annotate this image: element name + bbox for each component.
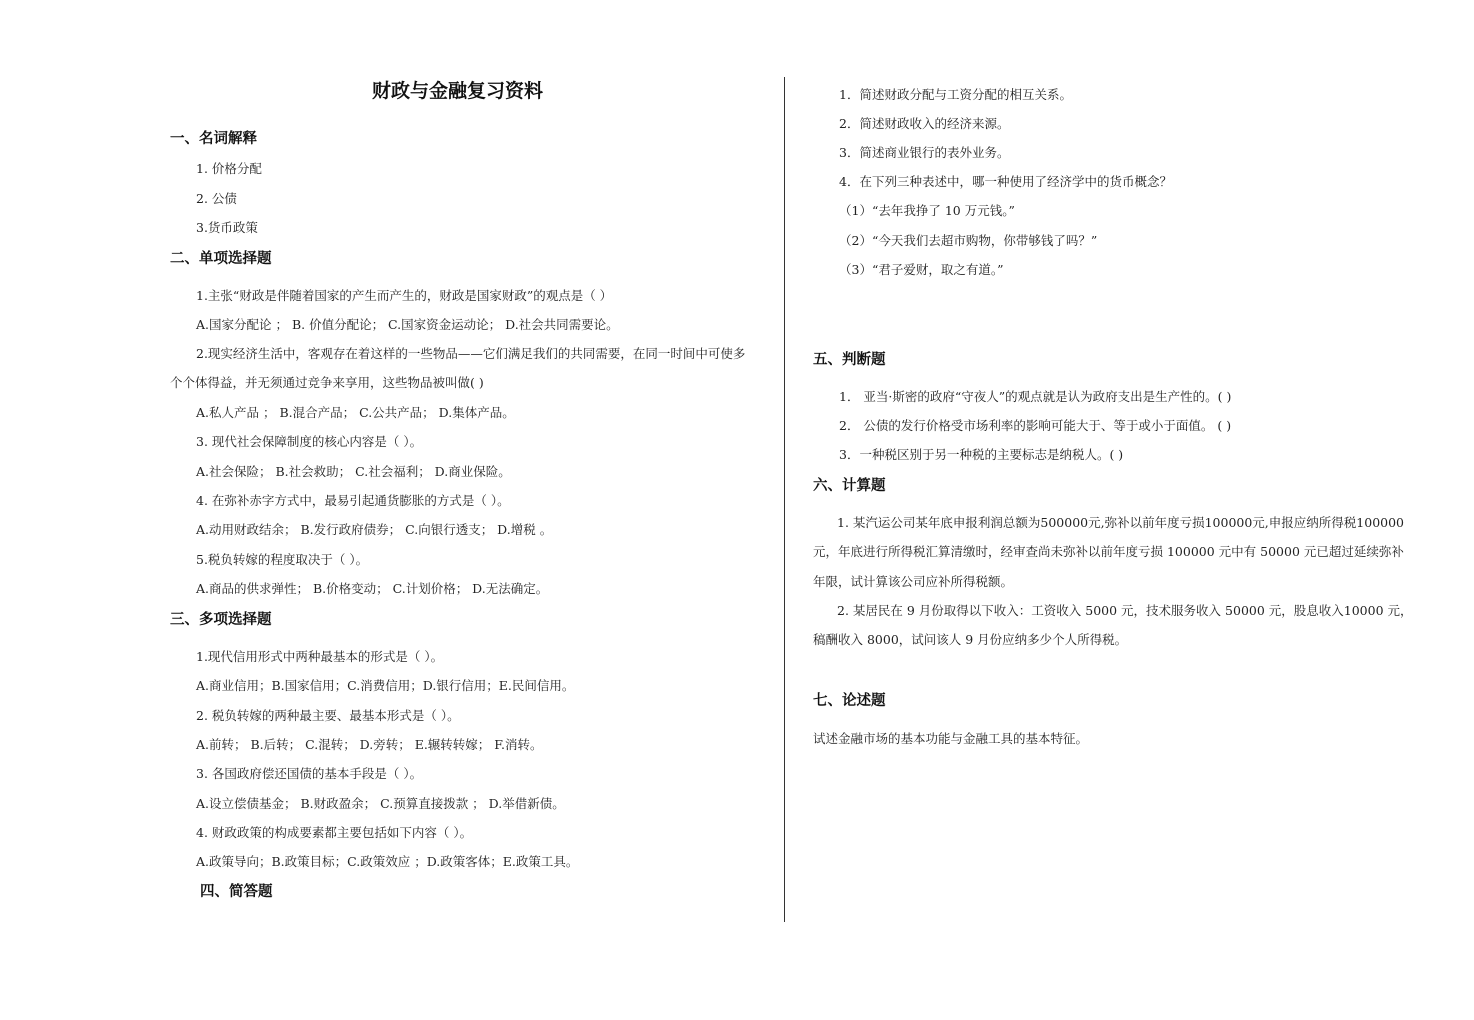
question-line: 2．简述财政收入的经济来源。 (839, 116, 1010, 131)
question-line: 2． 公债的发行价格受市场利率的影响可能大于、等于或小于面值。 ( ) (839, 418, 1232, 433)
question-line: 个个体得益，并无须通过竞争来享用，这些物品被叫做( ) (170, 375, 484, 390)
question-line: 元，年底进行所得税汇算清缴时，经审查尚未弥补以前年度亏损 100000 元中有 50000 元已超过延续弥补 (813, 544, 1404, 559)
question-line: 2. 某居民在 9 月份取得以下收入：工资收入 5000 元，技术服务收入 50000 元，股息收入10000 元， (837, 603, 1413, 618)
question-line: 4. 财政政策的构成要素都主要包括如下内容（ ）。 (196, 825, 473, 840)
section-heading-1: 一、名词解释 (170, 131, 257, 147)
question-line: 5.税负转嫁的程度取决于（ ）。 (196, 552, 369, 567)
question-line: 试述金融市场的基本功能与金融工具的基本特征。 (813, 731, 1089, 746)
term-item: 3.货币政策 (196, 220, 258, 235)
question-line: （3）“君子爱财，取之有道。” (839, 262, 1004, 277)
question-line: 2. 税负转嫁的两种最主要、最基本形式是（ ）。 (196, 708, 460, 723)
question-line: 1. 某汽运公司某年底申报利润总额为500000元,弥补以前年度亏损100000元,申报应纳所得税100000 (837, 515, 1404, 530)
section-heading-2: 二、单项选择题 (170, 251, 272, 267)
question-line: 3．一种税区别于另一种税的主要标志是纳税人。( ) (839, 447, 1124, 462)
option-line: A.社会保险； B.社会救助； C.社会福利； D.商业保险。 (196, 464, 511, 479)
question-line: 3．简述商业银行的表外业务。 (839, 145, 1010, 160)
question-line: 1． 亚当·斯密的政府“守夜人”的观点就是认为政府支出是生产性的。( ) (839, 389, 1232, 404)
option-line: A.设立偿债基金； B.财政盈余； C.预算直接拨款 ； D.举借新债。 (196, 796, 565, 811)
option-line: A.政策导向；B.政策目标；C.政策效应 ；D.政策客体；E.政策工具。 (196, 854, 579, 869)
option-line: A.前转； B.后转； C.混转； D.旁转； E.辗转转嫁； F.消转。 (196, 737, 543, 752)
option-line: A.私人产品 ； B.混合产品； C.公共产品； D.集体产品。 (196, 405, 515, 420)
page-title: 财政与金融复习资料 (372, 80, 544, 102)
question-line: 1.现代信用形式中两种最基本的形式是（ ）。 (196, 649, 444, 664)
term-item: 2. 公债 (196, 191, 237, 206)
section-heading-3: 三、多项选择题 (170, 612, 272, 628)
question-line: 1.主张“财政是伴随着国家的产生而产生的，财政是国家财政”的观点是（ ） (196, 288, 613, 303)
question-line: 2.现实经济生活中，客观存在着这样的一些物品——它们满足我们的共同需要，在同一时间中可使多 (196, 346, 746, 361)
option-line: A.商品的供求弹性； B.价格变动； C.计划价格； D.无法确定。 (196, 581, 549, 596)
question-line: 1．简述财政分配与工资分配的相互关系。 (839, 87, 1072, 102)
question-line: （2）“今天我们去超市购物，你带够钱了吗？” (839, 233, 1098, 248)
term-item: 1. 价格分配 (196, 161, 262, 176)
option-line: A.国家分配论 ； B. 价值分配论； C.国家资金运动论； D.社会共同需要论。 (196, 317, 619, 332)
column-divider (784, 77, 785, 922)
question-line: 4．在下列三种表述中，哪一种使用了经济学中的货币概念？ (839, 174, 1172, 189)
question-line: （1）“去年我挣了 10 万元钱。” (839, 203, 1015, 218)
section-heading-6: 六、计算题 (813, 478, 886, 494)
question-line: 3. 各国政府偿还国债的基本手段是（ ）。 (196, 766, 423, 781)
section-heading-7: 七、论述题 (813, 693, 886, 709)
question-line: 稿酬收入 8000，试问该人 9 月份应纳多少个人所得税。 (813, 632, 1128, 647)
section-heading-4: 四、简答题 (200, 884, 273, 900)
option-line: A.商业信用；B.国家信用；C.消费信用；D.银行信用；E.民间信用。 (196, 678, 575, 693)
question-line: 年限，试计算该公司应补所得税额。 (813, 574, 1014, 589)
section-heading-5: 五、判断题 (813, 352, 886, 368)
question-line: 4. 在弥补赤字方式中，最易引起通货膨胀的方式是（ ）。 (196, 493, 510, 508)
option-line: A.动用财政结余； B.发行政府债券； C.向银行透支； D.增税 。 (196, 522, 553, 537)
question-line: 3. 现代社会保障制度的核心内容是（ ）。 (196, 434, 423, 449)
